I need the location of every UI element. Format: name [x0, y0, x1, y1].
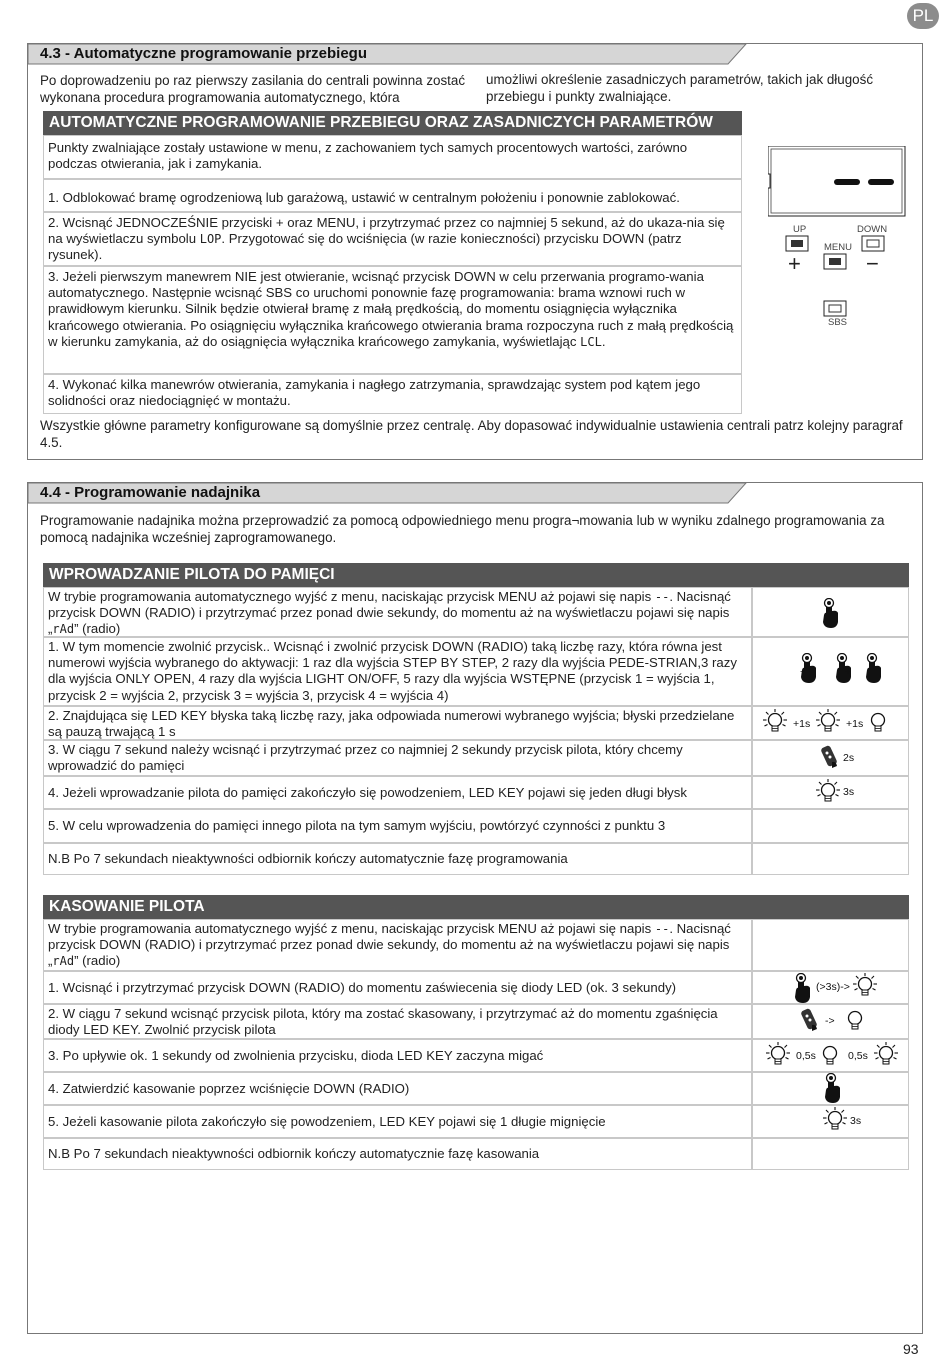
- step-2-text-b: . Przygotować się do wciśnięcia (w razie konieczności) przycisku DOWN (patrz rysunek).: [48, 231, 682, 263]
- page-number: 93: [903, 1341, 919, 1357]
- lcd-lcl: LCL: [580, 334, 602, 349]
- del-row-3: 3. Po upływie ok. 1 sekundy od zwolnienia przycisku, dioda LED KEY zaczyna migać: [43, 1039, 752, 1072]
- section-4-3: [27, 43, 923, 460]
- plus-sign: +: [788, 251, 801, 276]
- duration-text: +1s: [846, 718, 864, 730]
- remote-memory-title: WPROWADZANIE PILOTA DO PAMIĘCI: [43, 563, 909, 587]
- del-row-6: N.B Po 7 sekundach nieaktywności odbiornik kończy automatycznie fazę kasowania: [43, 1138, 752, 1170]
- led-bulb-icon: [816, 779, 842, 811]
- step-3-text-b: .: [601, 333, 606, 349]
- del-icon-cell-6: [752, 1138, 909, 1170]
- led-bulb-icon: [818, 1042, 844, 1074]
- duration-text: (>3s)->: [816, 981, 850, 993]
- mem-row-5: 5. W celu wprowadzenia do pamięci innego pilota na tym samym wyjściu, powtórzyć czynności z punktu 3: [43, 809, 752, 843]
- del-row-2: 2. W ciągu 7 sekund wcisnąć przycisk pilota, który ma zostać skasowany, i przytrzymać aż do momentu zgaśnięcia diody LED KEY. Zwolnić przycisk pilota: [43, 1004, 752, 1039]
- auto-prog-step-1: 1. Odblokować bramę ogrodzeniową lub garażową, ustawić w centralnym położeniu i ponownie zablokować.: [43, 179, 742, 212]
- mem-row-3: 3. W ciągu 7 sekund należy wcisnąć i przytrzymać przez co najmniej 2 sekundy przycisk pilota, który chcemy wprowadzić do pamięci: [43, 740, 752, 776]
- section-title: 4.4 - Programowanie nadajnika: [40, 484, 261, 501]
- arrow-text: ->: [825, 1015, 835, 1027]
- menu-label: MENU: [824, 242, 852, 253]
- led-bulb-icon: [823, 1107, 849, 1139]
- duration-text: 0,5s: [848, 1050, 868, 1062]
- mem-row-0-text-c: ” (radio): [74, 621, 121, 637]
- mem-row-2: 2. Znajdująca się LED KEY błyska taką liczbę razy, jaka odpowiada numerowi wybranego wyjścia; błyski przedzielane są pauzą trwającą 1 s: [43, 706, 752, 740]
- plus-text: +: [800, 666, 807, 678]
- del-row-0-text-c: ” (radio): [74, 953, 121, 969]
- led-bulb-icon: [874, 1042, 900, 1074]
- del-row-1: 1. Wcisnąć i przytrzymać przycisk DOWN (RADIO) do momentu zaświecenia się diody LED (ok. 3 sekundy): [43, 971, 752, 1004]
- mem-row-4: 4. Jeżeli wprowadzanie pilota do pamięci zakończyło się powodzeniem, LED KEY pojawi się jeden długi błysk: [43, 776, 752, 809]
- intro-left: Po doprowadzeniu po raz pierwszy zasilania do centrali powinna zostać wykonana procedura programowania automatycznego, która: [40, 73, 466, 105]
- press-hand-icon: [822, 1073, 848, 1105]
- duration-text: 3s: [850, 1115, 862, 1127]
- intro-right: umożliwi określenie zasadniczych parametrów, takich jak długość przebiegu i punkty zwalniające.: [486, 72, 874, 104]
- duration-text: 0,5s: [796, 1050, 816, 1062]
- section-4-3-footer: Wszystkie główne parametry konfigurowane są domyślnie przez centralę. Aby dopasować indywidualnie ustawienia centrali patrz kolejny paragraf 4.5.: [40, 418, 903, 450]
- mem-icon-cell-6: [752, 843, 909, 875]
- duration-text: +1s: [793, 718, 811, 730]
- del-row-0-text-a: W trybie programowania automatycznego wyjść z menu, naciskając przycisk MENU aż pojawi się napis: [48, 921, 652, 936]
- lcd-dashes: --: [654, 922, 670, 936]
- led-bulb-icon: [866, 709, 892, 741]
- del-row-4: 4. Zatwierdzić kasowanie poprzez wciśnięcie DOWN (RADIO): [43, 1072, 752, 1105]
- auto-prog-step-2: [43, 212, 742, 266]
- press-hand-icon: [792, 973, 818, 1005]
- section-4-4: [27, 482, 923, 1334]
- press-hand-icon: [863, 653, 889, 685]
- mem-row-6: N.B Po 7 sekundach nieaktywności odbiornik kończy automatycznie fazę programowania: [43, 843, 752, 875]
- lcd-dashes: --: [654, 590, 670, 604]
- del-row-5: 5. Jeżeli kasowanie pilota zakończyło się powodzeniem, LED KEY pojawi się 1 długie mignięcie: [43, 1105, 752, 1138]
- section-4-4-intro: Programowanie nadajnika można przeprowadzić za pomocą odpowiedniego menu progra¬mowania lub w wyniku zdalnego programowania za pomocą nadajnika wcześniej zaprogramowanego.: [40, 513, 885, 545]
- auto-prog-intro: Punkty zwalniające zostały ustawione w menu, z zachowaniem tych samych procentowych wartości, zarówno podczas otwierania, jak i zamykania.: [43, 135, 742, 179]
- auto-prog-step-3: [43, 266, 742, 374]
- mem-row-1: 1. W tym momencie zwolnić przycisk.. Wcisnąć i zwolnić przycisk DOWN (RADIO) taką liczbę razy, która równa jest numerowi wyjścia wybranego do aktywacji: 1 raz dla wyjścia STEP BY STEP, 2 razy dla wyjścia PEDE-STRIAN,3 razy dla wyjścia ONLY OPEN, 4 razy dla wyjścia LIGHT ON/OFF, 5 razy dla wyjścia WSTĘPNE (przycisk 1 = wyjścia 1, przycisk 2 = wyjścia 2, przycisk 3 = wyjścia 3, przycisk 4 = wyjścia 4): [43, 637, 752, 706]
- mem-row-0: [43, 587, 752, 637]
- led-bulb-icon: [853, 973, 879, 1005]
- lcd-lop: LOP: [199, 232, 222, 247]
- down-label: DOWN: [857, 224, 888, 235]
- led-bulb-icon: [763, 709, 789, 741]
- duration-text: 3s: [843, 786, 855, 798]
- minus-sign: −: [866, 251, 879, 276]
- auto-prog-box-title: AUTOMATYCZNE PROGRAMOWANIE PRZEBIEGU ORAZ ZASADNICZYCH PARAMETRÓW: [43, 111, 742, 135]
- led-bulb-icon: [816, 709, 842, 741]
- step-3-text-a: 3. Jeżeli pierwszym manewrem NIE jest otwieranie, wcisnąć przycisk DOWN w celu przerwania programo-wania automatycznego. Następnie wcisnąć SBS co uruchomi ponownie fazę programowania: brama wznowi ruch w prawidłowym kierunku. Silnik będzie otwierał bramę z małą prędkością, do momentu osiągnięcia wyłącznika krańcowego otwierania. Po osiągnięciu wyłącznika krańcowego otwierania brama rozpoczyna ruch z małą prędkością w kierunku zamykania, aż do osiągnięcia wyłącznika krańcowego zamykania, wyświetlając: [48, 269, 734, 349]
- control-panel-illustration: [768, 146, 908, 326]
- remote-control-icon: [818, 744, 844, 776]
- mem-row-0-text-b: . Nacisnąć przycisk DOWN (RADIO) i przytrzymać przez ponad dwie sekundy, do momentu aż na wyświetlaczu pojawi się napis „: [48, 589, 731, 637]
- press-hand-icon: [820, 598, 846, 630]
- lcd-rad: rAd: [52, 954, 75, 969]
- up-label: UP: [793, 224, 807, 235]
- language-badge: PL: [907, 3, 939, 29]
- led-bulb-icon: [843, 1007, 869, 1039]
- del-row-0: [43, 919, 752, 971]
- mem-icon-cell-5: [752, 809, 909, 843]
- mem-row-0-text-a: W trybie programowania automatycznego wyjść z menu, naciskając przycisk MENU aż pojawi się napis: [48, 589, 652, 604]
- del-icon-cell-0: [752, 919, 909, 971]
- lcd-rad: rAd: [52, 622, 75, 637]
- step-2-text-a: 2. Wcisnąć JEDNOCZEŚNIE przyciski + oraz MENU, i przytrzymać przez co najmniej 5 sekund, aż do ukaza-nia się na wyświetlaczu symbolu: [48, 215, 725, 247]
- remote-control-icon: [798, 1007, 824, 1039]
- sbs-label: SBS: [828, 317, 848, 328]
- display-graphic: [768, 146, 908, 226]
- plus-text: +: [845, 666, 852, 678]
- panel-buttons: [768, 234, 908, 329]
- duration-text: 2s: [843, 752, 855, 764]
- led-bulb-icon: [766, 1042, 792, 1074]
- section-title: 4.3 - Automatyczne programowanie przebiegu: [40, 45, 368, 62]
- auto-prog-step-4: 4. Wykonać kilka manewrów otwierania, zamykania i nagłego zatrzymania, sprawdzając system pod kątem jego solidności oraz niedociągnięć w montażu.: [43, 374, 742, 414]
- remote-delete-title: KASOWANIE PILOTA: [43, 895, 909, 919]
- del-row-0-text-b: . Nacisnąć przycisk DOWN (RADIO) i przytrzymać przez ponad dwie sekundy, do momentu aż na wyświetlaczu pojawi się napis „: [48, 921, 731, 969]
